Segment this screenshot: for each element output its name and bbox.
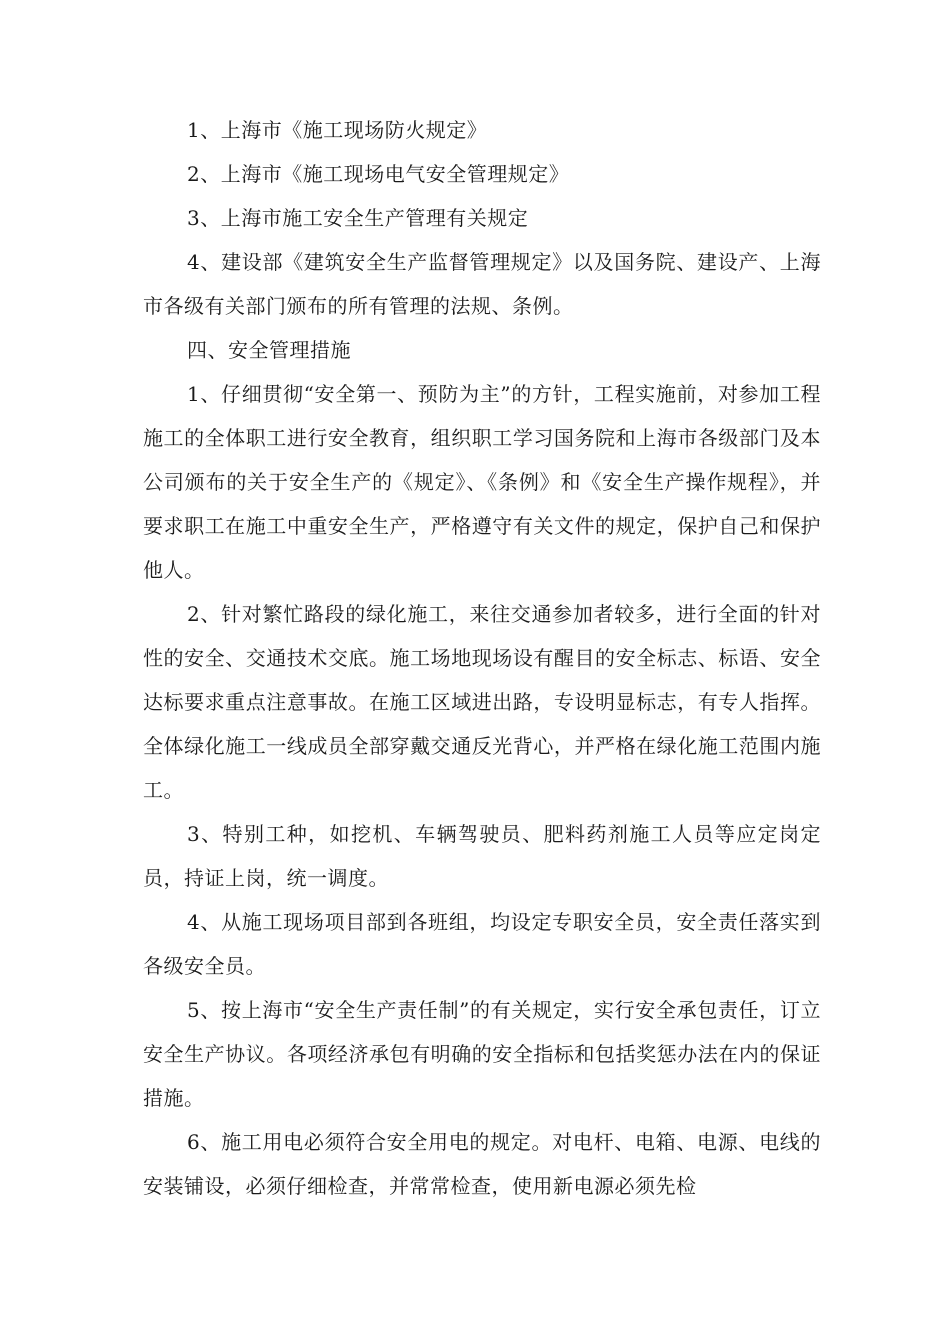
- paragraph-measure-1: 1、仔细贯彻“安全第一、预防为主”的方针，工程实施前，对参加工程施工的全体职工进行安全教育，组织职工学习国务院和上海市各级部门及本公司颁布的关于安全生产的《规定》、《条例》和《安全生产操作规程》，并要求职工在施工中重安全生产，严格遵守有关文件的规定，保护自己和保护他人。: [143, 382, 821, 582]
- paragraph-regulation-production: 3、上海市施工安全生产管理有关规定: [187, 206, 529, 230]
- paragraph-regulation-fire: 1、上海市《施工现场防火规定》: [187, 118, 488, 142]
- paragraph-measure-5: 5、按上海市“安全生产责任制”的有关规定，实行安全承包责任，订立安全生产协议。各项经济承包有明确的安全指标和包括奖惩办法在内的保证措施。: [143, 998, 821, 1110]
- section-heading-safety-measures: 四、安全管理措施: [187, 338, 351, 362]
- paragraph-measure-6: 6、施工用电必须符合安全用电的规定。对电杆、电箱、电源、电线的安装铺设，必须仔细检查，并常常检查，使用新电源必须先检: [143, 1130, 821, 1198]
- paragraph-measure-4: 4、从施工现场项目部到各班组，均设定专职安全员，安全责任落实到各级安全员。: [143, 910, 821, 978]
- paragraph-regulation-electrical: 2、上海市《施工现场电气安全管理规定》: [187, 162, 570, 186]
- paragraph-measure-3: 3、特别工种，如挖机、车辆驾驶员、肥料药剂施工人员等应定岗定员，持证上岗，统一调度。: [143, 822, 821, 890]
- document-body: [143, 108, 821, 1208]
- paragraph-regulation-ministry: 4、建设部《建筑安全生产监督管理规定》以及国务院、建设产、上海市各级有关部门颁布的所有管理的法规、条例。: [143, 250, 821, 318]
- paragraph-measure-2: 2、针对繁忙路段的绿化施工，来往交通参加者较多，进行全面的针对性的安全、交通技术交底。施工场地现场设有醒目的安全标志、标语、安全达标要求重点注意事故。在施工区域进出路，专设明显标志，有专人指挥。全体绿化施工一线成员全部穿戴交通反光背心，并严格在绿化施工范围内施工。: [143, 602, 821, 802]
